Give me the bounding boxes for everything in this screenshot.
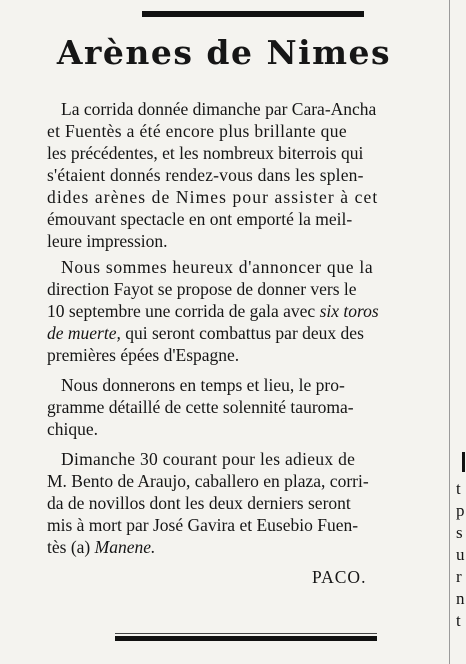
text-line: La corrida donnée dimanche par Cara-Ancha [61,99,377,119]
text-line: dides arènes de Nimes pour assister à cet [47,187,379,207]
adjacent-column-letter: t [456,611,461,630]
text-line: da de novillos dont les deux derniers seront [47,493,351,513]
adjacent-column-letter: p [456,501,465,520]
text-line: s'étaient donnés rendez-vous dans les splen- [47,165,364,185]
text-line: direction Fayot se propose de donner vers le [47,279,357,299]
text-line [47,300,379,322]
signature: PACO. [312,567,367,587]
text-line: émouvant spectacle en ont emporté la meil- [47,209,353,229]
text-line: mis à mort par José Gavira et Eusebio Fuen- [47,515,359,535]
italic-text-run: de muerte, [47,323,121,343]
adjacent-column-letter: n [456,589,465,608]
italic-text-run: Manene. [94,537,156,557]
text-line: gramme détaillé de cette solennité tauroma- [47,397,354,417]
text-line: chique. [47,419,99,439]
text-line [47,322,364,344]
bottom-rule [115,636,377,641]
text-line: premières épées d'Espagne. [47,345,240,365]
adjacent-column-letter: r [456,567,462,586]
text-line: et Fuentès a été encore plus brillante que [47,121,347,141]
text-line: leure impression. [47,231,168,251]
text-line: Nous donnerons en temps et lieu, le pro- [61,375,345,395]
italic-text-run: six toros [319,301,379,321]
adjacent-column-letter: s [456,523,463,542]
bottom-rule-thin [115,633,377,634]
text-line: Dimanche 30 courant pour les adieux de [61,449,356,469]
text-line [47,536,155,558]
adjacent-column-letter: u [456,545,465,564]
text-line: Nous sommes heureux d'annoncer que la [61,257,374,277]
text-run: tès (a) [47,537,95,557]
article-title: Arènes de Nimes [56,33,392,72]
text-run: 10 septembre une corrida de gala avec [47,301,320,321]
adjacent-column-letter: t [456,479,461,498]
text-line: les précédentes, et les nombreux biterrois qui [47,143,364,163]
text-line: M. Bento de Araujo, caballero en plaza, corri- [47,471,369,491]
column-divider [449,0,450,664]
adjacent-column-mark [462,452,465,472]
text-run: qui seront combattus par deux des [120,323,364,343]
top-rule [142,11,364,17]
